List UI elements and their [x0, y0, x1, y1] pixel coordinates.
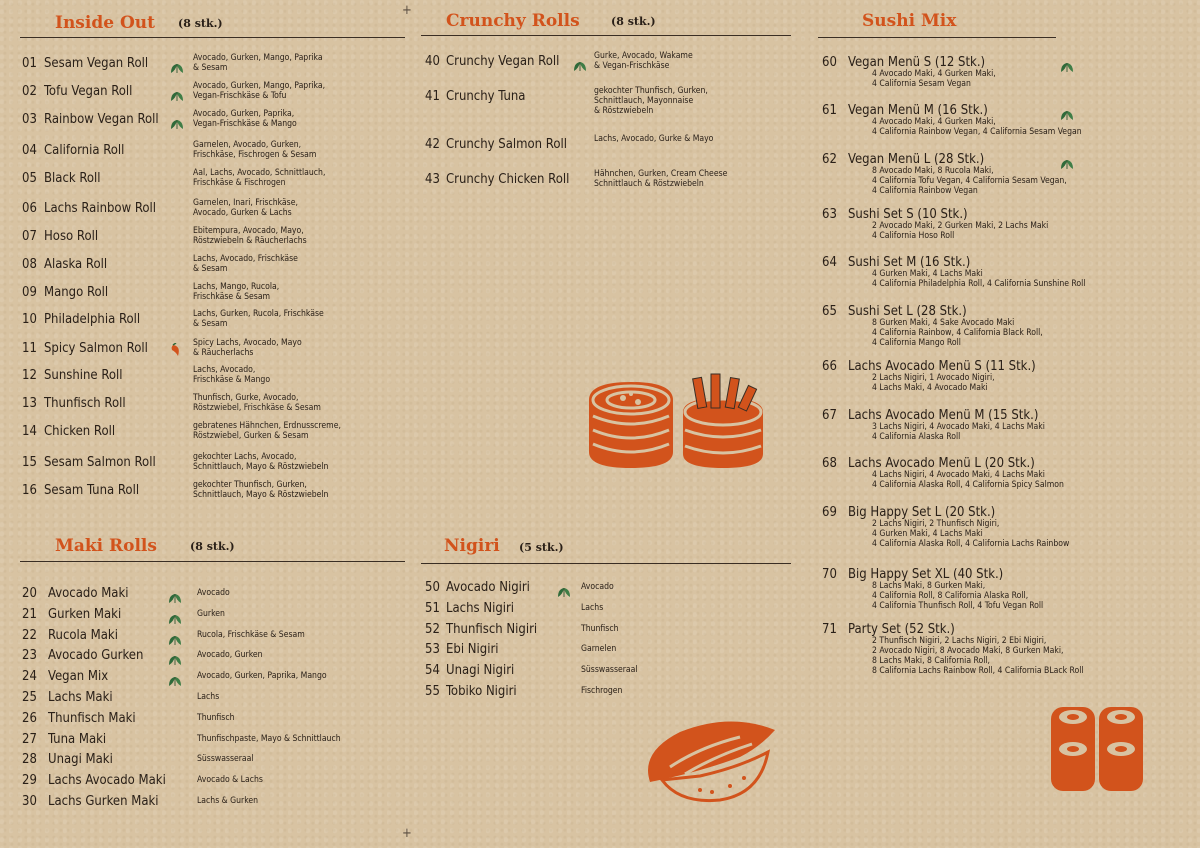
item-number: 63 — [822, 207, 837, 222]
item-description: & Sesam — [193, 63, 228, 73]
crop-mark: + — [402, 3, 412, 18]
item-description: Garnelen, Avocado, Gurken, — [193, 140, 302, 150]
item-number: 55 — [425, 684, 440, 699]
item-number: 21 — [22, 607, 37, 622]
item-description: 4 Lachs Nigiri, 4 Avocado Maki, 4 Lachs Maki — [872, 470, 1045, 480]
item-description: Lachs, Avocado, Frischkäse — [193, 254, 298, 264]
item-description: Thunfisch — [197, 713, 235, 723]
item-name: Alaska Roll — [44, 257, 108, 272]
item-description: Aal, Lachs, Avocado, Schnittlauch, — [193, 168, 326, 178]
item-number: 26 — [22, 711, 37, 726]
item-number: 62 — [822, 152, 837, 167]
crop-mark: + — [402, 826, 412, 841]
item-description: Schnittlauch, Mayonnaise — [594, 96, 694, 106]
item-description: Gurke, Avocado, Wakame — [594, 51, 693, 61]
item-description: 2 Lachs Nigiri, 2 Thunfisch Nigiri, — [872, 519, 1000, 529]
item-name: Lachs Avocado Menü L (20 Stk.) — [848, 456, 1035, 471]
item-number: 08 — [22, 257, 37, 272]
item-description: Avocado — [581, 582, 614, 592]
item-description: 4 Avocado Maki, 4 Gurken Maki, — [872, 69, 996, 79]
item-name: Sesam Vegan Roll — [44, 56, 149, 71]
item-description: Avocado, Gurken — [197, 650, 263, 660]
item-description: Lachs, Gurken, Rucola, Frischkäse — [193, 309, 324, 319]
crunchy-qty: (8 stk.) — [611, 15, 656, 28]
item-description: 8 California Lachs Rainbow Roll, 4 California BLack Roll — [872, 666, 1084, 676]
item-description: Frischkäse & Mango — [193, 375, 271, 385]
item-number: 05 — [22, 171, 37, 186]
item-description: 4 California Alaska Roll — [872, 432, 961, 442]
item-name: California Roll — [44, 143, 125, 158]
nigiri-rule — [421, 563, 791, 564]
item-description: 3 Lachs Nigiri, 4 Avocado Maki, 4 Lachs Maki — [872, 422, 1045, 432]
sushi-mix-title: Sushi Mix — [862, 11, 957, 31]
item-name: Lachs Nigiri — [446, 601, 515, 616]
item-name: Lachs Avocado Menü S (11 Stk.) — [848, 359, 1036, 374]
item-number: 09 — [22, 285, 37, 300]
item-name: Crunchy Vegan Roll — [446, 54, 560, 69]
item-name: Vegan Menü M (16 Stk.) — [848, 103, 988, 118]
item-name: Unagi Nigiri — [446, 663, 515, 678]
inside-out-title: Inside Out — [55, 13, 155, 33]
item-number: 11 — [22, 341, 37, 356]
item-description: 4 Lachs Maki, 4 Avocado Maki — [872, 383, 988, 393]
item-description: Süsswasseraal — [197, 754, 254, 764]
item-description: Avocado, Gurken, Mango, Paprika, — [193, 81, 326, 91]
item-name: Avocado Nigiri — [446, 580, 530, 595]
vegan-leaf-icon — [573, 57, 587, 68]
item-number: 42 — [425, 137, 440, 152]
item-number: 50 — [425, 580, 440, 595]
item-name: Crunchy Chicken Roll — [446, 172, 570, 187]
item-number: 71 — [822, 622, 837, 637]
item-description: 8 Lachs Maki, 8 Gurken Maki, — [872, 581, 986, 591]
item-name: Big Happy Set XL (40 Stk.) — [848, 567, 1004, 582]
item-description: Avocado — [197, 588, 230, 598]
item-description: Avocado, Gurken, Mango, Paprika — [193, 53, 323, 63]
item-number: 20 — [22, 586, 37, 601]
item-number: 16 — [22, 483, 37, 498]
item-description: Garnelen — [581, 644, 617, 654]
item-description: Frischkäse & Sesam — [193, 292, 271, 302]
item-number: 53 — [425, 642, 440, 657]
item-name: Lachs Rainbow Roll — [44, 201, 157, 216]
item-description: Schnittlauch & Röstzwiebeln — [594, 179, 704, 189]
item-name: Rainbow Vegan Roll — [44, 112, 159, 127]
item-description: 4 California Roll, 8 California Alaska Roll, — [872, 591, 1029, 601]
item-name: Sunshine Roll — [44, 368, 123, 383]
item-number: 65 — [822, 304, 837, 319]
item-number: 06 — [22, 201, 37, 216]
item-description: Lachs, Avocado, Gurke & Mayo — [594, 134, 714, 144]
item-description: Gurken — [197, 609, 225, 619]
item-name: Tofu Vegan Roll — [44, 84, 133, 99]
item-description: & Röstzwiebeln — [594, 106, 654, 116]
item-description: Garnelen, Inari, Frischkäse, — [193, 198, 298, 208]
item-description: Vegan-Frischkäse & Mango — [193, 119, 297, 129]
item-description: & Räucherlachs — [193, 348, 254, 358]
inside-out-qty: (8 stk.) — [178, 17, 223, 30]
item-name: Ebi Nigiri — [446, 642, 499, 657]
item-number: 07 — [22, 229, 37, 244]
item-description: Avocado & Lachs — [197, 775, 263, 785]
item-name: Party Set (52 Stk.) — [848, 622, 955, 637]
item-number: 03 — [22, 112, 37, 127]
chili-icon — [170, 342, 182, 356]
item-name: Lachs Avocado Menü M (15 Stk.) — [848, 408, 1039, 423]
item-number: 52 — [425, 622, 440, 637]
item-name: Sushi Set M (16 Stk.) — [848, 255, 971, 270]
item-number: 28 — [22, 752, 37, 767]
maki-rolls-illustration — [583, 372, 778, 472]
item-name: Philadelphia Roll — [44, 312, 141, 327]
vegan-leaf-icon — [170, 59, 184, 70]
item-number: 60 — [822, 55, 837, 70]
item-number: 66 — [822, 359, 837, 374]
item-number: 01 — [22, 56, 37, 71]
vegan-leaf-icon — [168, 589, 182, 600]
item-number: 13 — [22, 396, 37, 411]
item-description: 4 California Mango Roll — [872, 338, 961, 348]
maki-stack-illustration — [1047, 703, 1147, 795]
item-description: gebratenes Hähnchen, Erdnusscreme, — [193, 421, 341, 431]
item-name: Sesam Salmon Roll — [44, 455, 156, 470]
item-name: Lachs Maki — [48, 690, 113, 705]
item-description: 2 Avocado Maki, 2 Gurken Maki, 2 Lachs Maki — [872, 221, 1049, 231]
item-number: 12 — [22, 368, 37, 383]
item-description: Thunfischpaste, Mayo & Schnittlauch — [197, 734, 341, 744]
item-number: 15 — [22, 455, 37, 470]
item-description: Avocado, Gurken, Paprika, — [193, 109, 295, 119]
item-number: 04 — [22, 143, 37, 158]
item-description: Thunfisch, Gurke, Avocado, — [193, 393, 299, 403]
item-description: Avocado, Gurken & Lachs — [193, 208, 292, 218]
vegan-leaf-icon — [168, 631, 182, 642]
item-description: 4 California Rainbow Vegan, 4 California Sesam Vegan — [872, 127, 1082, 137]
item-number: 70 — [822, 567, 837, 582]
item-number: 41 — [425, 89, 440, 104]
item-description: 8 Avocado Maki, 8 Rucola Maki, — [872, 166, 994, 176]
nigiri-qty: (5 stk.) — [519, 541, 564, 554]
item-number: 24 — [22, 669, 37, 684]
item-description: Ebitempura, Avocado, Mayo, — [193, 226, 304, 236]
vegan-leaf-icon — [170, 115, 184, 126]
item-name: Mango Roll — [44, 285, 109, 300]
item-name: Sushi Set S (10 Stk.) — [848, 207, 968, 222]
item-name: Vegan Mix — [48, 669, 109, 684]
item-number: 61 — [822, 103, 837, 118]
item-number: 10 — [22, 312, 37, 327]
item-description: Avocado, Gurken, Paprika, Mango — [197, 671, 327, 681]
item-name: Tuna Maki — [48, 732, 107, 747]
item-name: Tobiko Nigiri — [446, 684, 517, 699]
item-name: Big Happy Set L (20 Stk.) — [848, 505, 996, 520]
item-description: Hähnchen, Gurken, Cream Cheese — [594, 169, 728, 179]
item-description: Schnittlauch, Mayo & Röstzwiebeln — [193, 490, 329, 500]
vegan-leaf-icon — [168, 610, 182, 621]
vegan-leaf-icon — [1060, 106, 1074, 117]
nigiri-title: Nigiri — [444, 536, 500, 556]
item-number: 40 — [425, 54, 440, 69]
item-description: Frischkäse, Fischrogen & Sesam — [193, 150, 317, 160]
sushi-mix-rule — [818, 37, 1056, 38]
item-description: 4 California Alaska Roll, 4 California Lachs Rainbow — [872, 539, 1070, 549]
item-number: 14 — [22, 424, 37, 439]
item-description: 4 Gurken Maki, 4 Lachs Maki — [872, 529, 983, 539]
item-number: 43 — [425, 172, 440, 187]
maki-title: Maki Rolls — [55, 536, 157, 556]
item-name: Sushi Set L (28 Stk.) — [848, 304, 967, 319]
item-number: 67 — [822, 408, 837, 423]
item-description: 8 Gurken Maki, 4 Sake Avocado Maki — [872, 318, 1015, 328]
item-description: 4 Gurken Maki, 4 Lachs Maki — [872, 269, 983, 279]
item-description: Röstzwiebel, Frischkäse & Sesam — [193, 403, 321, 413]
item-description: Thunfisch — [581, 624, 619, 634]
nigiri-illustration — [640, 712, 780, 807]
item-name: Sesam Tuna Roll — [44, 483, 140, 498]
item-number: 30 — [22, 794, 37, 809]
item-description: 2 Avocado Nigiri, 8 Avocado Maki, 8 Gurken Maki, — [872, 646, 1064, 656]
item-description: Vegan-Frischkäse & Tofu — [193, 91, 287, 101]
vegan-leaf-icon — [1060, 155, 1074, 166]
item-number: 69 — [822, 505, 837, 520]
item-name: Spicy Salmon Roll — [44, 341, 148, 356]
item-description: 4 California Alaska Roll, 4 California Spicy Salmon — [872, 480, 1064, 490]
item-description: gekochter Thunfisch, Gurken, — [193, 480, 307, 490]
item-description: gekochter Thunfisch, Gurken, — [594, 86, 708, 96]
item-description: Lachs — [197, 692, 220, 702]
item-name: Lachs Avocado Maki — [48, 773, 166, 788]
item-name: Vegan Menü S (12 Stk.) — [848, 55, 986, 70]
item-name: Avocado Gurken — [48, 648, 144, 663]
item-name: Lachs Gurken Maki — [48, 794, 159, 809]
item-description: 4 California Tofu Vegan, 4 California Sesam Vegan, — [872, 176, 1067, 186]
item-number: 51 — [425, 601, 440, 616]
item-name: Crunchy Tuna — [446, 89, 526, 104]
item-number: 02 — [22, 84, 37, 99]
crunchy-rule — [421, 35, 791, 36]
item-description: 8 Lachs Maki, 8 California Roll, — [872, 656, 990, 666]
item-number: 68 — [822, 456, 837, 471]
inside-out-rule — [20, 37, 405, 38]
item-name: Thunfisch Nigiri — [446, 622, 538, 637]
item-description: Rucola, Frischkäse & Sesam — [197, 630, 305, 640]
item-description: 4 Avocado Maki, 4 Gurken Maki, — [872, 117, 996, 127]
item-name: Thunfisch Maki — [48, 711, 136, 726]
item-number: 27 — [22, 732, 37, 747]
item-description: 4 California Rainbow, 4 California Black Roll, — [872, 328, 1043, 338]
item-name: Hoso Roll — [44, 229, 99, 244]
item-description: Röstzwiebeln & Räucherlachs — [193, 236, 307, 246]
item-description: & Sesam — [193, 319, 228, 329]
item-description: Spicy Lachs, Avocado, Mayo — [193, 338, 302, 348]
item-number: 54 — [425, 663, 440, 678]
item-name: Vegan Menü L (28 Stk.) — [848, 152, 985, 167]
item-description: 2 Lachs Nigiri, 1 Avocado Nigiri, — [872, 373, 995, 383]
item-description: Lachs, Avocado, — [193, 365, 256, 375]
vegan-leaf-icon — [1060, 58, 1074, 69]
item-description: 4 California Rainbow Vegan — [872, 186, 978, 196]
item-number: 64 — [822, 255, 837, 270]
item-name: Avocado Maki — [48, 586, 129, 601]
vegan-leaf-icon — [168, 651, 182, 662]
item-number: 29 — [22, 773, 37, 788]
item-name: Thunfisch Roll — [44, 396, 126, 411]
item-description: Lachs & Gurken — [197, 796, 259, 806]
item-description: Schnittlauch, Mayo & Röstzwiebeln — [193, 462, 329, 472]
item-name: Black Roll — [44, 171, 101, 186]
item-description: 4 California Philadelphia Roll, 4 California Sunshine Roll — [872, 279, 1086, 289]
item-name: Crunchy Salmon Roll — [446, 137, 567, 152]
item-description: gekochter Lachs, Avocado, — [193, 452, 297, 462]
item-description: 4 California Thunfisch Roll, 4 Tofu Vegan Roll — [872, 601, 1044, 611]
item-name: Rucola Maki — [48, 628, 118, 643]
vegan-leaf-icon — [557, 583, 571, 594]
item-number: 25 — [22, 690, 37, 705]
item-name: Gurken Maki — [48, 607, 122, 622]
item-description: Lachs, Mango, Rucola, — [193, 282, 280, 292]
item-description: Lachs — [581, 603, 604, 613]
item-number: 23 — [22, 648, 37, 663]
item-description: 2 Thunfisch Nigiri, 2 Lachs Nigiri, 2 Ebi Nigiri, — [872, 636, 1047, 646]
item-description: 4 California Sesam Vegan — [872, 79, 971, 89]
maki-rule — [20, 561, 405, 562]
vegan-leaf-icon — [168, 672, 182, 683]
item-description: & Vegan-Frischkäse — [594, 61, 670, 71]
item-description: & Sesam — [193, 264, 228, 274]
item-description: Fischrogen — [581, 686, 623, 696]
item-number: 22 — [22, 628, 37, 643]
vegan-leaf-icon — [170, 87, 184, 98]
item-description: 4 California Hoso Roll — [872, 231, 955, 241]
item-description: Röstzwiebel, Gurken & Sesam — [193, 431, 309, 441]
item-description: Frischkäse & Fischrogen — [193, 178, 286, 188]
maki-qty: (8 stk.) — [190, 540, 235, 553]
item-description: Süsswasseraal — [581, 665, 638, 675]
crunchy-title: Crunchy Rolls — [446, 11, 580, 31]
item-name: Unagi Maki — [48, 752, 113, 767]
item-name: Chicken Roll — [44, 424, 116, 439]
